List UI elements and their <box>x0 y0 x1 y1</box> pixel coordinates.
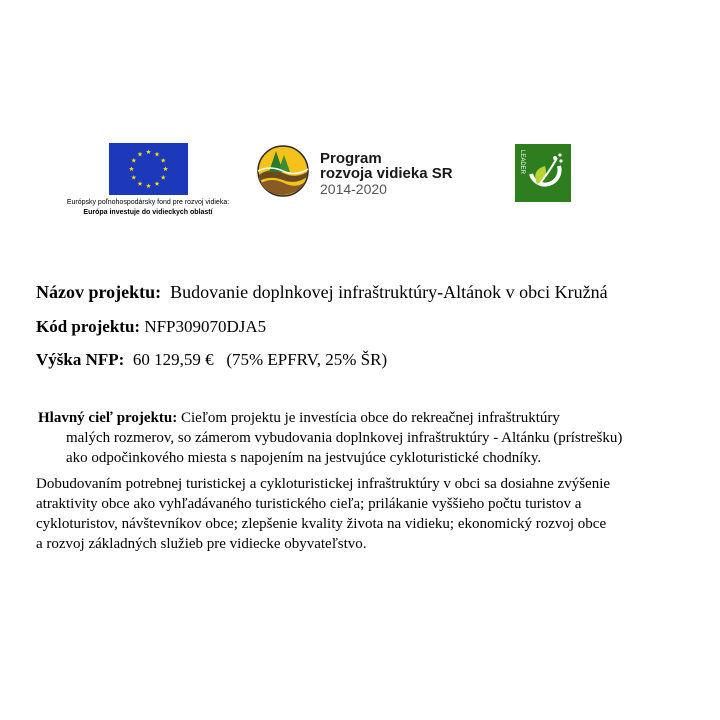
goal-line3: ako odpočinkového miesta s napojením na jestvujúce cykloturistické chodníky. <box>66 450 542 466</box>
eu-flag-logo <box>109 143 188 195</box>
prv-title-line2: rozvoja vidieka SR <box>320 165 453 182</box>
leader-label: LEADER <box>519 150 525 175</box>
project-description <box>36 474 692 554</box>
project-code-value: NFP309070DJA5 <box>144 317 267 336</box>
eu-caption-line1: Európsky poľnohospodársky fond pre rozvoj vidieka: <box>66 199 230 206</box>
project-goal <box>36 408 692 468</box>
prv-title <box>320 151 453 197</box>
project-name-label: Názov projektu: <box>36 282 162 302</box>
project-amount-label: Výška NFP: <box>36 350 125 369</box>
goal-line2: malých rozmerov, so zámerom vybudovania doplnkovej infraštruktúry - Altánku (prístrešku) <box>66 430 623 446</box>
eu-stars-icon <box>109 143 188 195</box>
description-line3: cykloturistov, návštevníkov obce; zlepšenie kvality života na vidieku; ekonomický rozvoj obce <box>36 516 607 532</box>
project-code <box>36 317 266 337</box>
goal-line1 <box>36 408 692 428</box>
prv-title-line1: Program <box>320 150 382 167</box>
description-line2: atraktivity obce ako vyhľadávaného turistického cieľa; prilákanie vyššieho počtu turistov a <box>36 496 582 512</box>
goal-label: Hlavný cieľ projektu: <box>38 410 178 426</box>
description-line1: Dobudovaním potrebnej turistickej a cykloturistickej infraštruktúry v obci sa dosiahne zvýšenie <box>36 476 611 492</box>
goal-text-1: Cieľom projektu je investícia obce do rekreačnej infraštruktúry <box>181 410 560 426</box>
prv-emblem-logo <box>256 145 310 197</box>
project-name <box>36 282 608 303</box>
description-line4: a rozvoj základných služieb pre vidiecke obyvateľstvo. <box>36 536 367 552</box>
leader-logo <box>515 144 571 202</box>
project-amount <box>36 350 387 370</box>
project-code-label: Kód projektu: <box>36 317 141 336</box>
eu-caption-line2: Európa investuje do vidieckych oblastí <box>83 209 213 216</box>
prv-title-years: 2014-2020 <box>320 181 387 197</box>
eu-fund-caption <box>50 198 246 218</box>
project-name-value: Budovanie doplnkovej infraštruktúry-Altánok v obci Kružná <box>170 282 608 302</box>
project-amount-value: 60 129,59 € (75% EPFRV, 25% ŠR) <box>132 350 388 369</box>
